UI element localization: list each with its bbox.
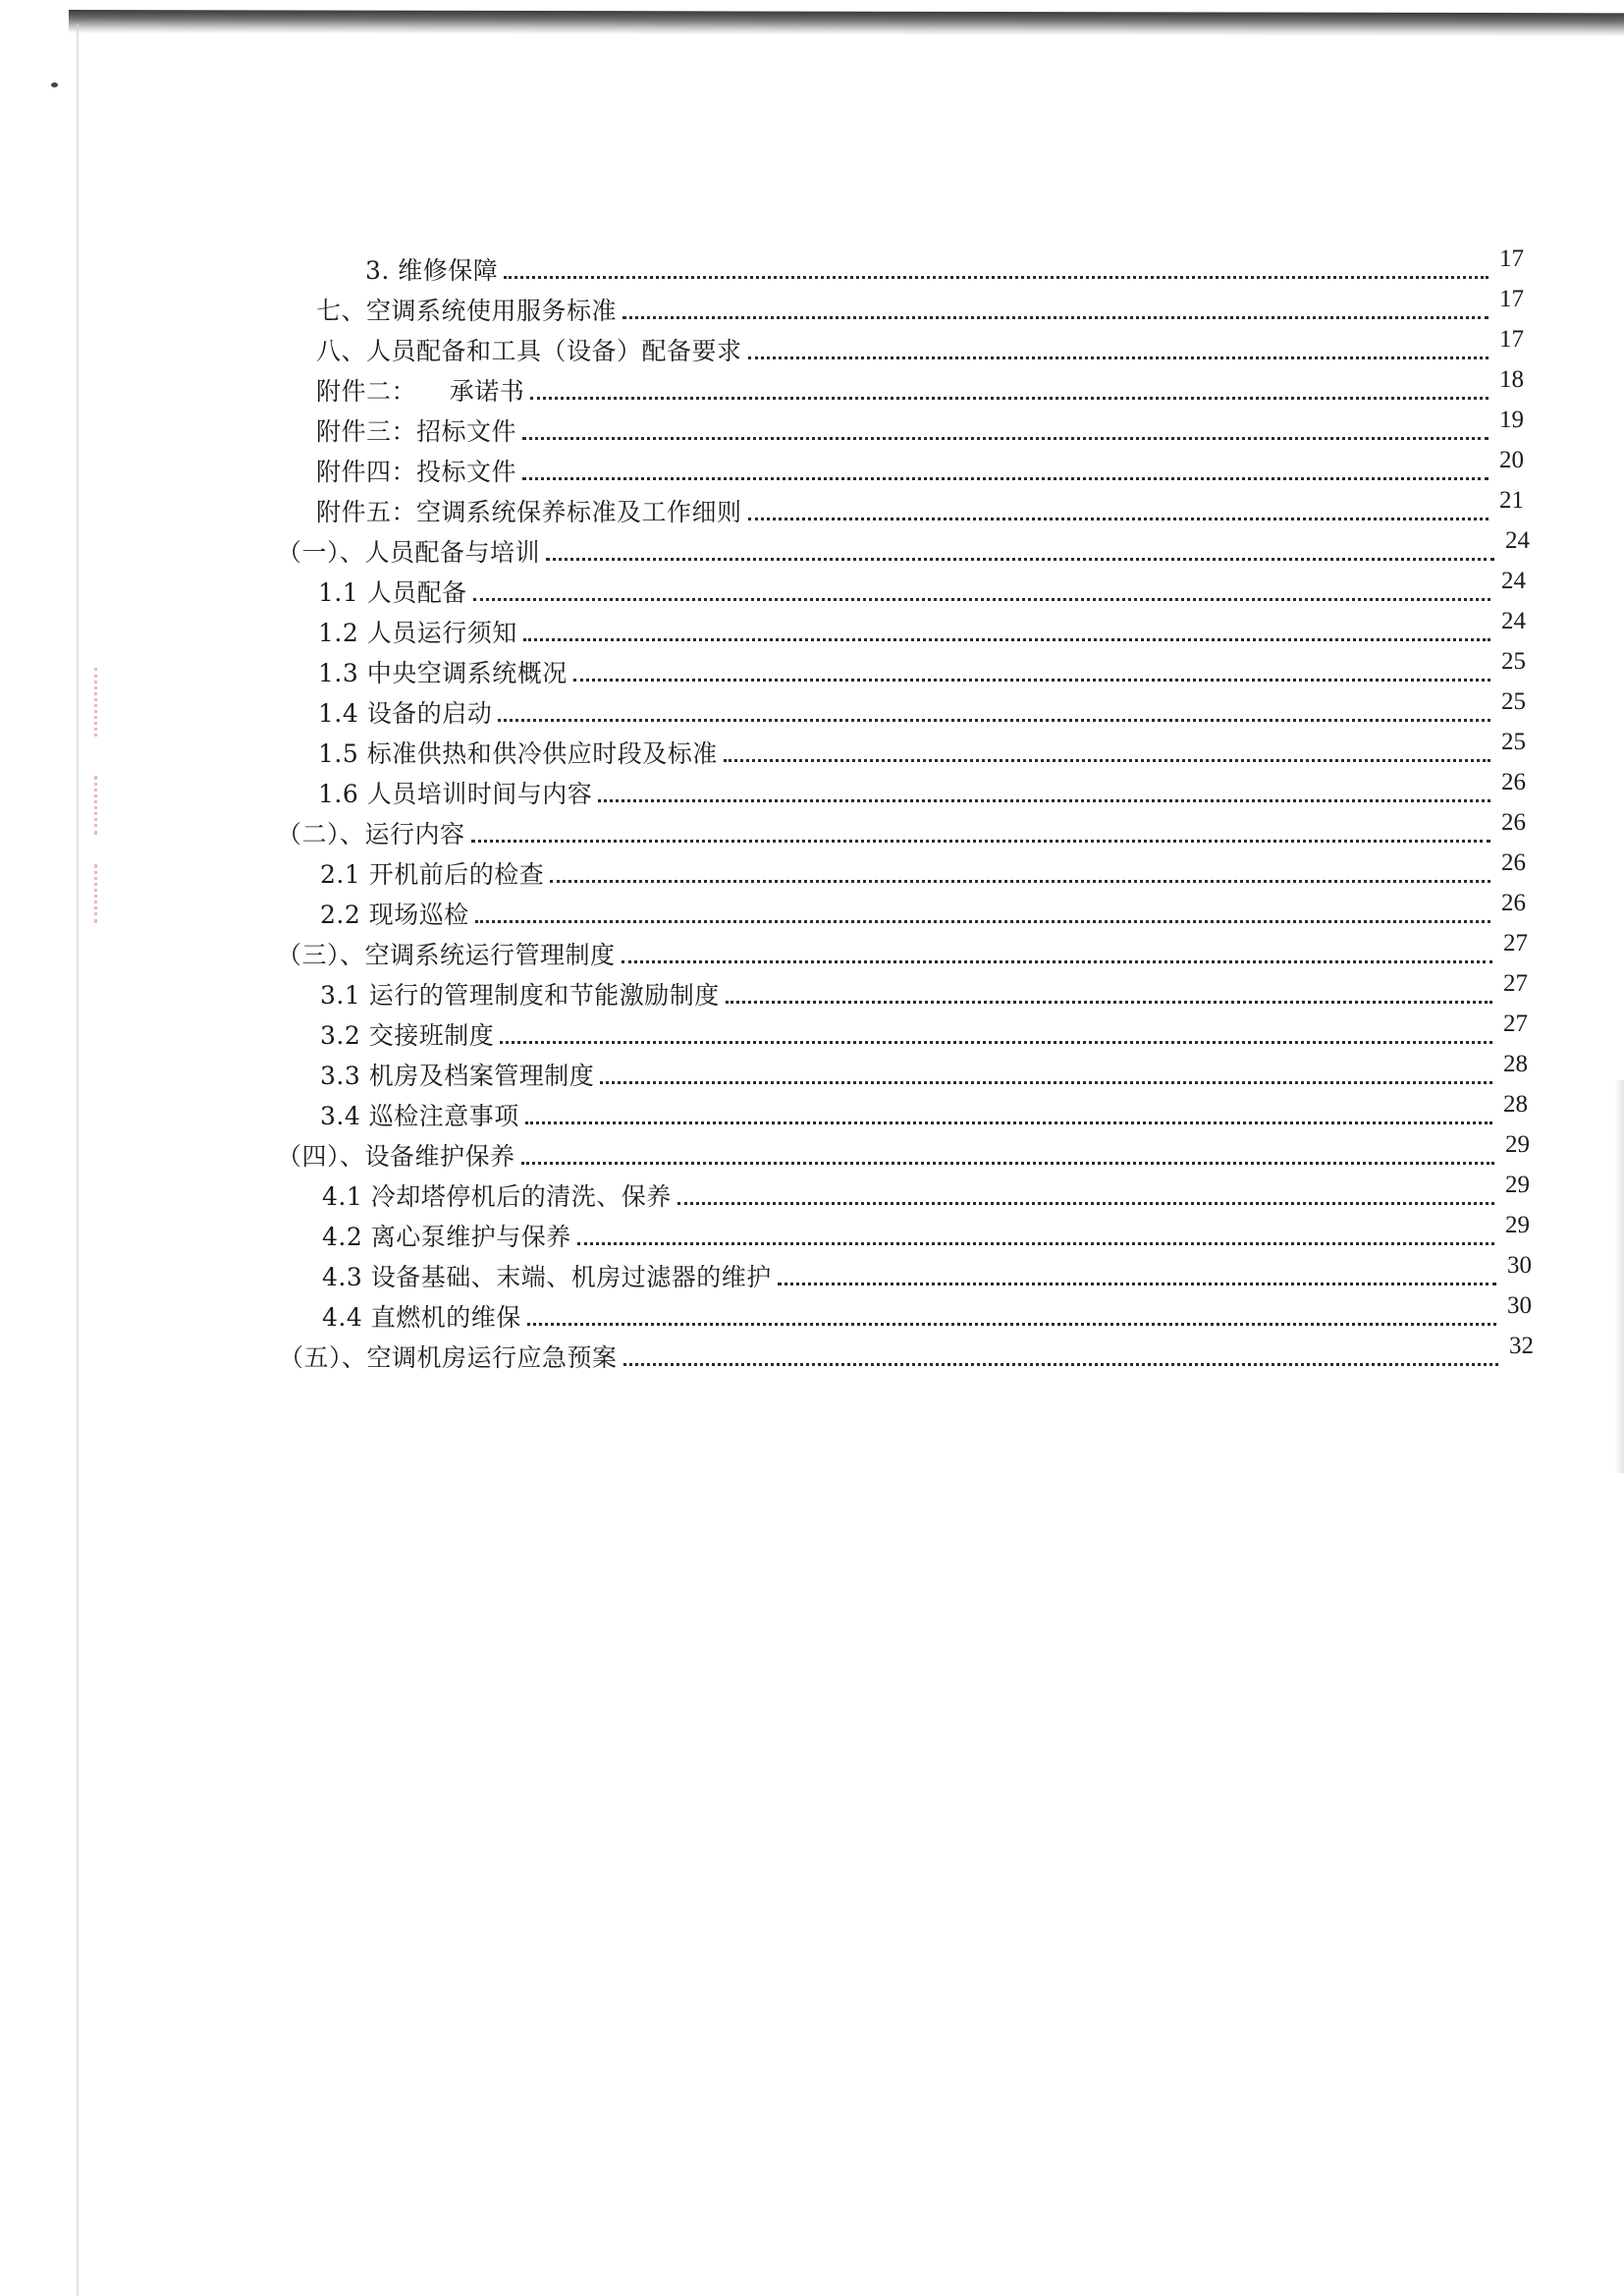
toc-entry[interactable] [277, 527, 1530, 568]
dot-leader [778, 1283, 1496, 1285]
toc-entry-page: 25 [1501, 729, 1526, 755]
toc-entry-page: 26 [1501, 890, 1526, 916]
toc-entry[interactable] [316, 407, 1524, 447]
dot-leader [522, 477, 1489, 480]
toc-entry-label: 4.4 直燃机的维保 [322, 1303, 521, 1332]
dot-leader [500, 1041, 1492, 1044]
dot-leader [677, 1202, 1494, 1205]
toc-entry[interactable] [316, 487, 1524, 527]
toc-entry[interactable] [322, 1172, 1530, 1212]
toc-entry-label: 3.2 交接班制度 [320, 1021, 495, 1050]
toc-entry-label: 1.6 人员培训时间与内容 [318, 780, 593, 808]
toc-entry-label: 3.3 机房及档案管理制度 [320, 1062, 595, 1090]
toc-entry-label: 1.3 中央空调系统概况 [318, 659, 568, 687]
toc-entry-page: 20 [1499, 447, 1524, 473]
toc-entry-page: 26 [1501, 769, 1526, 795]
dot-leader [473, 598, 1490, 601]
toc-entry-label: 4.1 冷却塔停机后的清洗、保养 [322, 1182, 672, 1211]
toc-entry[interactable] [318, 769, 1526, 809]
toc-entry-label: （三）、空调系统运行管理制度 [277, 941, 616, 969]
toc-entry-label: 1.4 设备的启动 [318, 699, 493, 728]
toc-entry-page: 26 [1501, 809, 1526, 836]
toc-entry[interactable] [365, 246, 1524, 286]
toc-entry-label: 七、空调系统使用服务标准 [316, 297, 618, 325]
toc-entry[interactable] [320, 1051, 1528, 1091]
toc-entry-page: 27 [1503, 970, 1528, 997]
dot-leader [748, 518, 1489, 520]
dot-leader [623, 316, 1489, 319]
toc-entry[interactable] [322, 1212, 1530, 1252]
toc-entry-label: 2.1 开机前后的检查 [320, 860, 545, 889]
toc-entry-page: 28 [1503, 1091, 1528, 1118]
dot-leader [573, 679, 1490, 682]
dot-leader [724, 759, 1490, 762]
toc-entry-label: （二）、运行内容 [277, 820, 465, 848]
toc-entry-label: 附件五：空调系统保养标准及工作细则 [316, 498, 742, 526]
dot-leader [475, 920, 1490, 923]
toc-entry-page: 24 [1505, 527, 1530, 554]
toc-entry[interactable] [320, 890, 1526, 930]
dot-leader [530, 397, 1489, 400]
dot-leader [550, 880, 1490, 883]
toc-entry-label: 附件二： 承诺书 [316, 377, 525, 406]
toc-entry-label: 4.2 离心泵维护与保养 [322, 1223, 571, 1251]
dot-leader [521, 1162, 1494, 1165]
toc-entry[interactable] [316, 326, 1524, 366]
toc-entry[interactable] [316, 447, 1524, 487]
dot-leader [622, 960, 1492, 963]
toc-entry[interactable] [279, 1333, 1534, 1373]
toc-entry[interactable] [320, 1091, 1528, 1131]
dot-leader [598, 799, 1490, 802]
dot-leader [748, 356, 1489, 359]
toc-entry-label: （四）、设备维护保养 [277, 1142, 515, 1171]
toc-entry-page: 30 [1507, 1252, 1532, 1279]
toc-entry[interactable] [277, 809, 1526, 849]
toc-entry-label: 2.2 现场巡检 [320, 901, 469, 929]
toc-entry-page: 32 [1509, 1333, 1534, 1359]
dot-leader [522, 437, 1489, 440]
toc-entry-page: 29 [1505, 1131, 1530, 1158]
toc-entry[interactable] [320, 849, 1526, 890]
toc-entry-page: 17 [1499, 326, 1524, 353]
toc-entry[interactable] [318, 648, 1526, 688]
toc-entry[interactable] [316, 286, 1524, 326]
toc-entry-page: 27 [1503, 1011, 1528, 1037]
toc-entry-label: 4.3 设备基础、末端、机房过滤器的维护 [322, 1263, 772, 1291]
toc-entry-label: 附件四：投标文件 [316, 458, 517, 486]
toc-entry-page: 28 [1503, 1051, 1528, 1077]
dot-leader [546, 558, 1494, 561]
toc-entry-page: 17 [1499, 286, 1524, 312]
dot-leader [726, 1001, 1492, 1004]
toc-entry-label: 1.2 人员运行须知 [318, 619, 517, 647]
toc-entry-page: 24 [1501, 568, 1526, 594]
toc-entry-page: 18 [1499, 366, 1524, 393]
toc-entry[interactable] [320, 1011, 1528, 1051]
toc-entry-page: 27 [1503, 930, 1528, 957]
toc-entry[interactable] [316, 366, 1524, 407]
toc-entry[interactable] [318, 688, 1526, 729]
toc-entry-label: （五）、空调机房运行应急预案 [279, 1343, 618, 1372]
dot-leader [527, 1323, 1496, 1326]
toc-entry[interactable] [277, 1131, 1530, 1172]
dot-leader [577, 1242, 1494, 1245]
toc-entry[interactable] [318, 729, 1526, 769]
toc-entry-page: 21 [1499, 487, 1524, 514]
dot-leader [600, 1081, 1492, 1084]
toc-entry[interactable] [318, 608, 1526, 648]
toc-entry[interactable] [322, 1252, 1532, 1292]
toc-entry-page: 29 [1505, 1172, 1530, 1198]
toc-entry[interactable] [320, 970, 1528, 1011]
toc-entry-label: 1.5 标准供热和供冷供应时段及标准 [318, 739, 718, 768]
dot-leader [504, 276, 1489, 279]
toc-entry-label: 3.4 巡检注意事项 [320, 1102, 519, 1130]
toc-entry-label: 八、人员配备和工具（设备）配备要求 [316, 337, 742, 365]
toc-entry-page: 29 [1505, 1212, 1530, 1238]
toc-entry-page: 17 [1499, 246, 1524, 272]
toc-entry-page: 25 [1501, 688, 1526, 715]
toc-entry-label: 3. 维修保障 [365, 256, 499, 285]
toc-entry-label: （一）、人员配备与培训 [277, 538, 541, 567]
toc-entry-page: 25 [1501, 648, 1526, 675]
dot-leader [498, 719, 1490, 722]
toc-entry-page: 26 [1501, 849, 1526, 876]
toc-entry[interactable] [277, 930, 1528, 970]
dot-leader [471, 840, 1490, 843]
toc-entry[interactable] [318, 568, 1526, 608]
toc-entry-page: 30 [1507, 1292, 1532, 1319]
toc-entry[interactable] [322, 1292, 1532, 1333]
toc-entry-page: 19 [1499, 407, 1524, 433]
toc-entry-label: 3.1 运行的管理制度和节能激励制度 [320, 981, 720, 1010]
toc-entry-label: 附件三：招标文件 [316, 417, 517, 446]
toc-entry-page: 24 [1501, 608, 1526, 634]
dot-leader [523, 638, 1490, 641]
dot-leader [525, 1121, 1492, 1124]
dot-leader [623, 1363, 1498, 1366]
toc-entry-label: 1.1 人员配备 [318, 578, 467, 607]
